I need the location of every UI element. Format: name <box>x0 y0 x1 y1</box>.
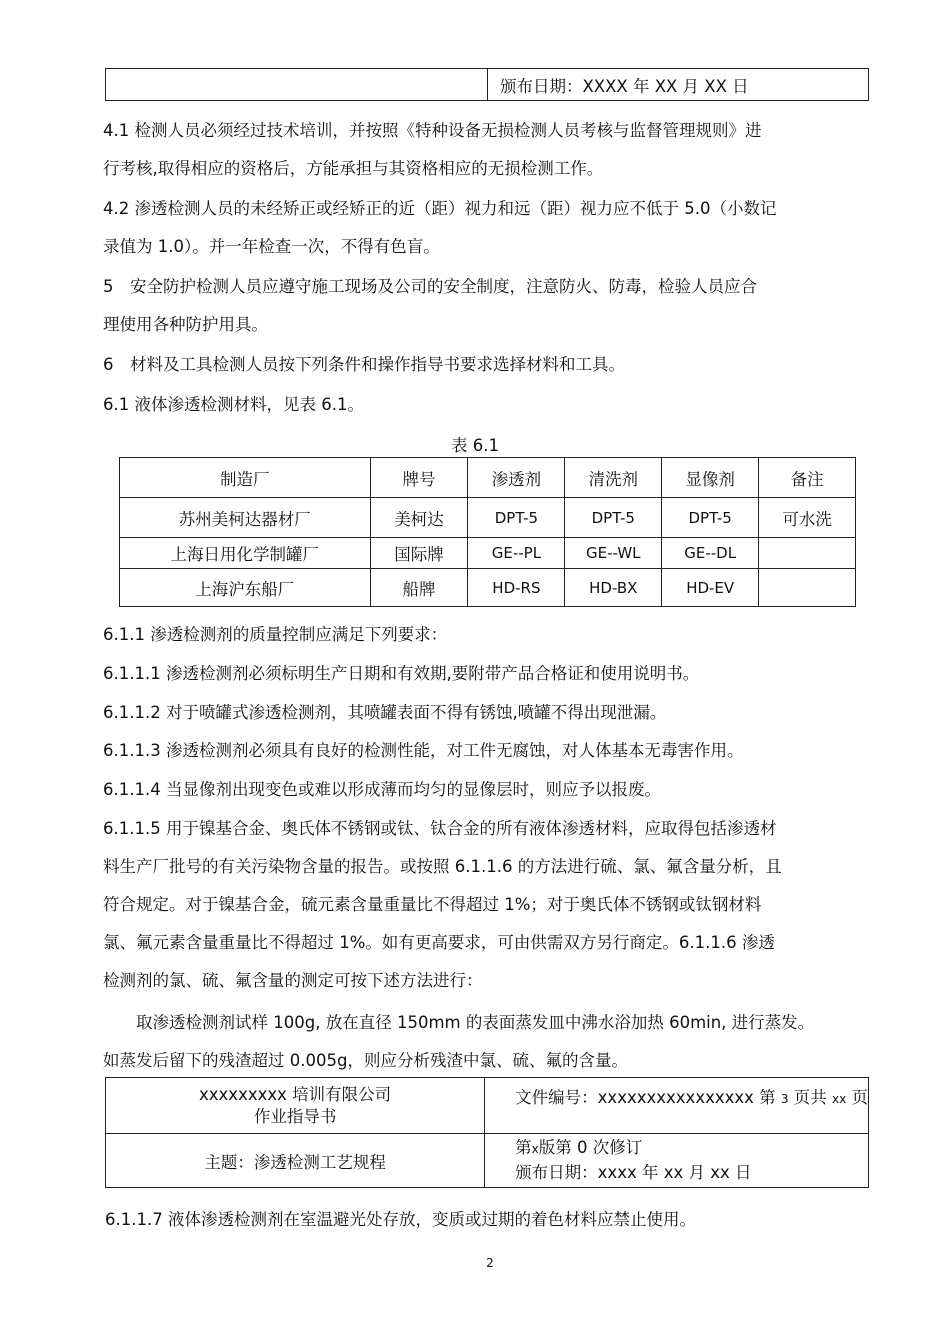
table-cell: 国际牌 <box>370 538 468 569</box>
para-line: 料生产厂批号的有关污染物含量的报告。或按照 6.1.1.6 的方法进行硫、氯、氟含量分析，且 <box>103 857 782 876</box>
table-cell: DPT-5 <box>468 498 565 538</box>
table-row <box>120 498 856 538</box>
para-line: 6.1.1.3 渗透检测剂必须具有良好的检测性能，对工件无腐蚀，对人体基本无毒害作用。 <box>103 741 744 760</box>
version-number: x <box>531 1142 539 1156</box>
table-header-cell: 备注 <box>759 458 856 498</box>
para-6-1 <box>103 386 873 424</box>
table-header-cell: 清洗剂 <box>565 458 662 498</box>
para-line: 6.1.1 渗透检测剂的质量控制应满足下列要求： <box>103 625 448 644</box>
table-cell: HD-BX <box>565 569 662 607</box>
para-line: 6.1 液体渗透检测材料，见表 6.1。 <box>103 395 364 414</box>
table-header-cell: 牌号 <box>370 458 468 498</box>
para-6-1-1-7: 6.1.1.7 液体渗透检测剂在室温避光处存放，变质或过期的着色材料应禁止使用。 <box>105 1210 696 1229</box>
doc-header-company-cell <box>106 1078 485 1134</box>
table-header-cell: 制造厂 <box>120 458 371 498</box>
para-line: 5 安全防护检测人员应遵守施工现场及公司的安全制度，注意防火、防毒，检验人员应合 <box>103 277 757 296</box>
para-line: 6.1.1.1 渗透检测剂必须标明生产日期和有效期,要附带产品合格证和使用说明书。 <box>103 664 700 683</box>
doc-header-table <box>105 1077 869 1188</box>
version-suffix: 版第 0 次修订 <box>538 1138 643 1157</box>
table-row <box>120 569 856 607</box>
para-6-1-1-3 <box>103 732 873 770</box>
para-line: 行考核,取得相应的资格后，方能承担与其资格相应的无损检测工作。 <box>103 159 604 178</box>
para-6-1-1-4 <box>103 771 873 809</box>
page-current: 3 <box>780 1092 789 1106</box>
page-number: 2 <box>486 1256 494 1270</box>
table-header-cell: 渗透剂 <box>468 458 565 498</box>
doc-header-fileno-cell <box>485 1078 869 1134</box>
table-cell <box>759 538 856 569</box>
table-header-row <box>120 458 856 498</box>
page-end-text: 页 <box>851 1088 868 1107</box>
doc-subject: 主题：渗透检测工艺规程 <box>204 1152 386 1172</box>
para-line: 检测剂的氯、硫、氟含量的测定可按下述方法进行： <box>103 971 483 990</box>
table-cell: 船牌 <box>370 569 468 607</box>
para-line: 理使用各种防护用具。 <box>103 315 268 334</box>
table-cell: GE--WL <box>565 538 662 569</box>
page-mid-text: 页共 <box>793 1088 827 1107</box>
table-header-cell: 显像剂 <box>662 458 759 498</box>
para-line: 氯、氟元素含量重量比不得超过 1%。如有更高要求，可由供需双方另行商定。6.1.1.6 渗透 <box>103 933 775 952</box>
para-5-safety <box>103 268 873 344</box>
table-cell: GE--DL <box>662 538 759 569</box>
para-line: 4.1 检测人员必须经过技术培训，并按照《特种设备无损检测人员考核与监督管理规则》进 <box>103 121 762 140</box>
table-cell: 上海沪东船厂 <box>120 569 371 607</box>
table-cell: GE--PL <box>468 538 565 569</box>
para-line: 符合规定。对于镍基合金，硫元素含量重量比不得超过 1%；对于奥氏体不锈钢或钛钢材料 <box>103 895 762 914</box>
table-cell: 美柯达 <box>370 498 468 538</box>
top-header-table <box>105 68 869 101</box>
para-line: 6 材料及工具检测人员按下列条件和操作指导书要求选择材料和工具。 <box>103 355 625 374</box>
materials-table <box>119 457 856 607</box>
para-line: 6.1.1.4 当显像剂出现变色或难以形成薄而均匀的显像层时，则应予以报废。 <box>103 780 661 799</box>
table-caption: 表 6.1 <box>451 436 499 455</box>
para-4-1 <box>103 112 873 188</box>
table-cell: 可水洗 <box>759 498 856 538</box>
table-cell: HD-RS <box>468 569 565 607</box>
para-line: 如蒸发后留下的残渣超过 0.005g，则应分析残渣中氯、硫、氟的含量。 <box>103 1051 628 1070</box>
doc-header-subject-cell <box>106 1134 485 1188</box>
para-6-1-1-1 <box>103 655 873 693</box>
table-cell: 苏州美柯达器材厂 <box>120 498 371 538</box>
table-cell: 上海日用化学制罐厂 <box>120 538 371 569</box>
doc-type: 作业指导书 <box>253 1106 337 1126</box>
top-header-left-cell <box>106 69 488 101</box>
para-6-1-1 <box>103 616 873 654</box>
doc-version <box>515 1136 868 1161</box>
table-cell: DPT-5 <box>662 498 759 538</box>
para-line: 6.1.1.5 用于镍基合金、奥氏体不锈钢或钛、钛合金的所有液体渗透材料，应取得包括渗透材 <box>103 819 777 838</box>
para-line: 录值为 1.0）。并一年检查一次，不得有色盲。 <box>103 237 440 256</box>
doc-header-version-cell <box>485 1134 869 1188</box>
para-line: 6.1.1.2 对于喷罐式渗透检测剂，其喷罐表面不得有锈蚀,喷罐不得出现泄漏。 <box>103 703 667 722</box>
table-cell <box>759 569 856 607</box>
top-header-date: 颁布日期：XXXX 年 XX 月 XX 日 <box>488 69 869 101</box>
para-6-1-1-5 <box>103 810 873 1000</box>
version-prefix: 第 <box>515 1138 532 1157</box>
doc-issue-date: 颁布日期：xxxx 年 xx 月 xx 日 <box>515 1163 752 1182</box>
para-line: 取渗透检测剂试样 100g, 放在直径 150mm 的表面蒸发皿中沸水浴加热 60min, 进行蒸发。 <box>103 1013 815 1032</box>
para-4-2 <box>103 190 873 266</box>
page-total: xx <box>832 1092 847 1106</box>
para-6-1-1-2 <box>103 694 873 732</box>
table-cell: HD-EV <box>662 569 759 607</box>
file-number-label: 文件编号：xxxxxxxxxxxxxxxx 第 <box>515 1088 776 1107</box>
para-6-materials <box>103 346 873 384</box>
table-row <box>120 538 856 569</box>
table-cell: DPT-5 <box>565 498 662 538</box>
para-sample-procedure <box>103 1004 873 1080</box>
para-line: 4.2 渗透检测人员的未经矫正或经矫正的近（距）视力和远（距）视力应不低于 5.0（小数记 <box>103 199 777 218</box>
company-name: xxxxxxxxx 培训有限公司 <box>199 1084 392 1104</box>
